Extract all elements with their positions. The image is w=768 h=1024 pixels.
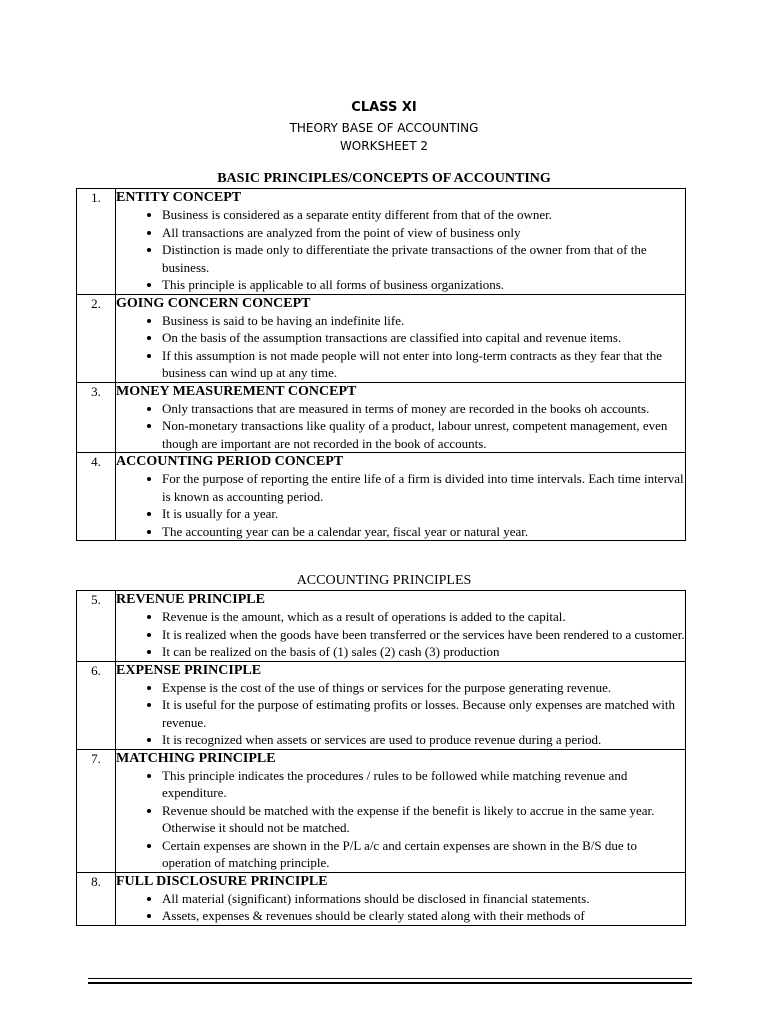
row-number: 1.: [77, 189, 116, 295]
table-row: [77, 382, 686, 453]
section-title-basic-principles: BASIC PRINCIPLES/CONCEPTS OF ACCOUNTING: [217, 171, 551, 186]
section-title-accounting-principles: ACCOUNTING PRINCIPLES: [296, 573, 472, 588]
list-item: • This principle indicates the procedures / rules to be followed while matching revenue and expenditure.: [162, 767, 685, 802]
list-item: • Business is said to be having an indefinite life.: [162, 312, 685, 330]
list-item: • It is recognized when assets or services are used to produce revenue during a period.: [162, 731, 685, 749]
table-row: [77, 189, 686, 295]
concept-title: ACCOUNTING PERIOD CONCEPT: [116, 454, 344, 469]
list-item: • Certain expenses are shown in the P/L a/c and certain expenses are shown in the B/S due to operation of matching principle.: [162, 837, 685, 872]
bullet-list: [116, 400, 685, 453]
principles-table: [76, 590, 686, 926]
list-item: • The accounting year can be a calendar year, fiscal year or natural year.: [162, 523, 685, 541]
table-row: [77, 591, 686, 662]
list-item: • It is usually for a year.: [162, 505, 685, 523]
footer-rule: [88, 978, 692, 979]
row-number: 7.: [77, 749, 116, 872]
table-row: [77, 749, 686, 872]
bullet-list: [116, 767, 685, 872]
list-item: • If this assumption is not made people will not enter into long-term contracts as they fear that the business can wind up at any time.: [162, 347, 685, 382]
list-item: • It is realized when the goods have been transferred or the services have been rendered to a customer.: [162, 626, 685, 644]
row-number: 2.: [77, 294, 116, 382]
table-row: [77, 872, 686, 925]
class-heading: CLASS XI: [351, 100, 417, 115]
row-number: 5.: [77, 591, 116, 662]
bullet-list: [116, 206, 685, 294]
table-row: [77, 294, 686, 382]
concepts-table: [76, 188, 686, 541]
bullet-list: [116, 890, 685, 925]
bullet-list: [116, 608, 685, 661]
footer-rule-thick: [88, 982, 692, 984]
list-item: • Non-monetary transactions like quality of a product, labour unrest, competent management, even though are important are not recorded in the book of accounts.: [162, 417, 685, 452]
row-number: 8.: [77, 872, 116, 925]
list-item: • Expense is the cost of the use of things or services for the purpose generating revenue.: [162, 679, 685, 697]
concept-title: MONEY MEASUREMENT CONCEPT: [116, 383, 357, 399]
concept-title: ENTITY CONCEPT: [116, 190, 242, 205]
list-item: • All transactions are analyzed from the point of view of business only: [162, 224, 685, 242]
bullet-list: [116, 470, 685, 540]
row-number: 6.: [77, 661, 116, 749]
list-item: • On the basis of the assumption transactions are classified into capital and revenue items.: [162, 329, 685, 347]
principle-title: EXPENSE PRINCIPLE: [116, 662, 262, 678]
bullet-list: [116, 679, 685, 749]
list-item: • This principle is applicable to all forms of business organizations.: [162, 276, 685, 294]
table-row: [77, 661, 686, 749]
principle-title: REVENUE PRINCIPLE: [116, 592, 265, 607]
row-number: 4.: [77, 453, 116, 541]
list-item: • It is useful for the purpose of estimating profits or losses. Because only expenses are matched with revenue.: [162, 696, 685, 731]
list-item: • It can be realized on the basis of (1) sales (2) cash (3) production: [162, 643, 685, 661]
bullet-list: [116, 312, 685, 382]
principle-title: FULL DISCLOSURE PRINCIPLE: [116, 873, 328, 889]
list-item: • Revenue is the amount, which as a result of operations is added to the capital.: [162, 608, 685, 626]
list-item: • For the purpose of reporting the entire life of a firm is divided into time intervals. Each time interval is known as accounting period.: [162, 470, 685, 505]
list-item: • Assets, expenses & revenues should be clearly stated along with their methods of: [162, 907, 685, 925]
row-number: 3.: [77, 382, 116, 453]
concept-title: GOING CONCERN CONCEPT: [116, 295, 311, 311]
worksheet-heading: WORKSHEET 2: [339, 139, 429, 153]
list-item: • Revenue should be matched with the expense if the benefit is likely to accrue in the same year. Otherwise it should not be matched.: [162, 802, 685, 837]
list-item: • Business is considered as a separate entity different from that of the owner.: [162, 206, 685, 224]
subject-heading: THEORY BASE OF ACCOUNTING: [289, 121, 479, 135]
list-item: • All material (significant) informations should be disclosed in financial statements.: [162, 890, 685, 908]
list-item: • Distinction is made only to differentiate the private transactions of the owner from that of the business.: [162, 241, 685, 276]
table-row: [77, 453, 686, 541]
list-item: • Only transactions that are measured in terms of money are recorded in the books oh accounts.: [162, 400, 685, 418]
principle-title: MATCHING PRINCIPLE: [116, 750, 276, 766]
